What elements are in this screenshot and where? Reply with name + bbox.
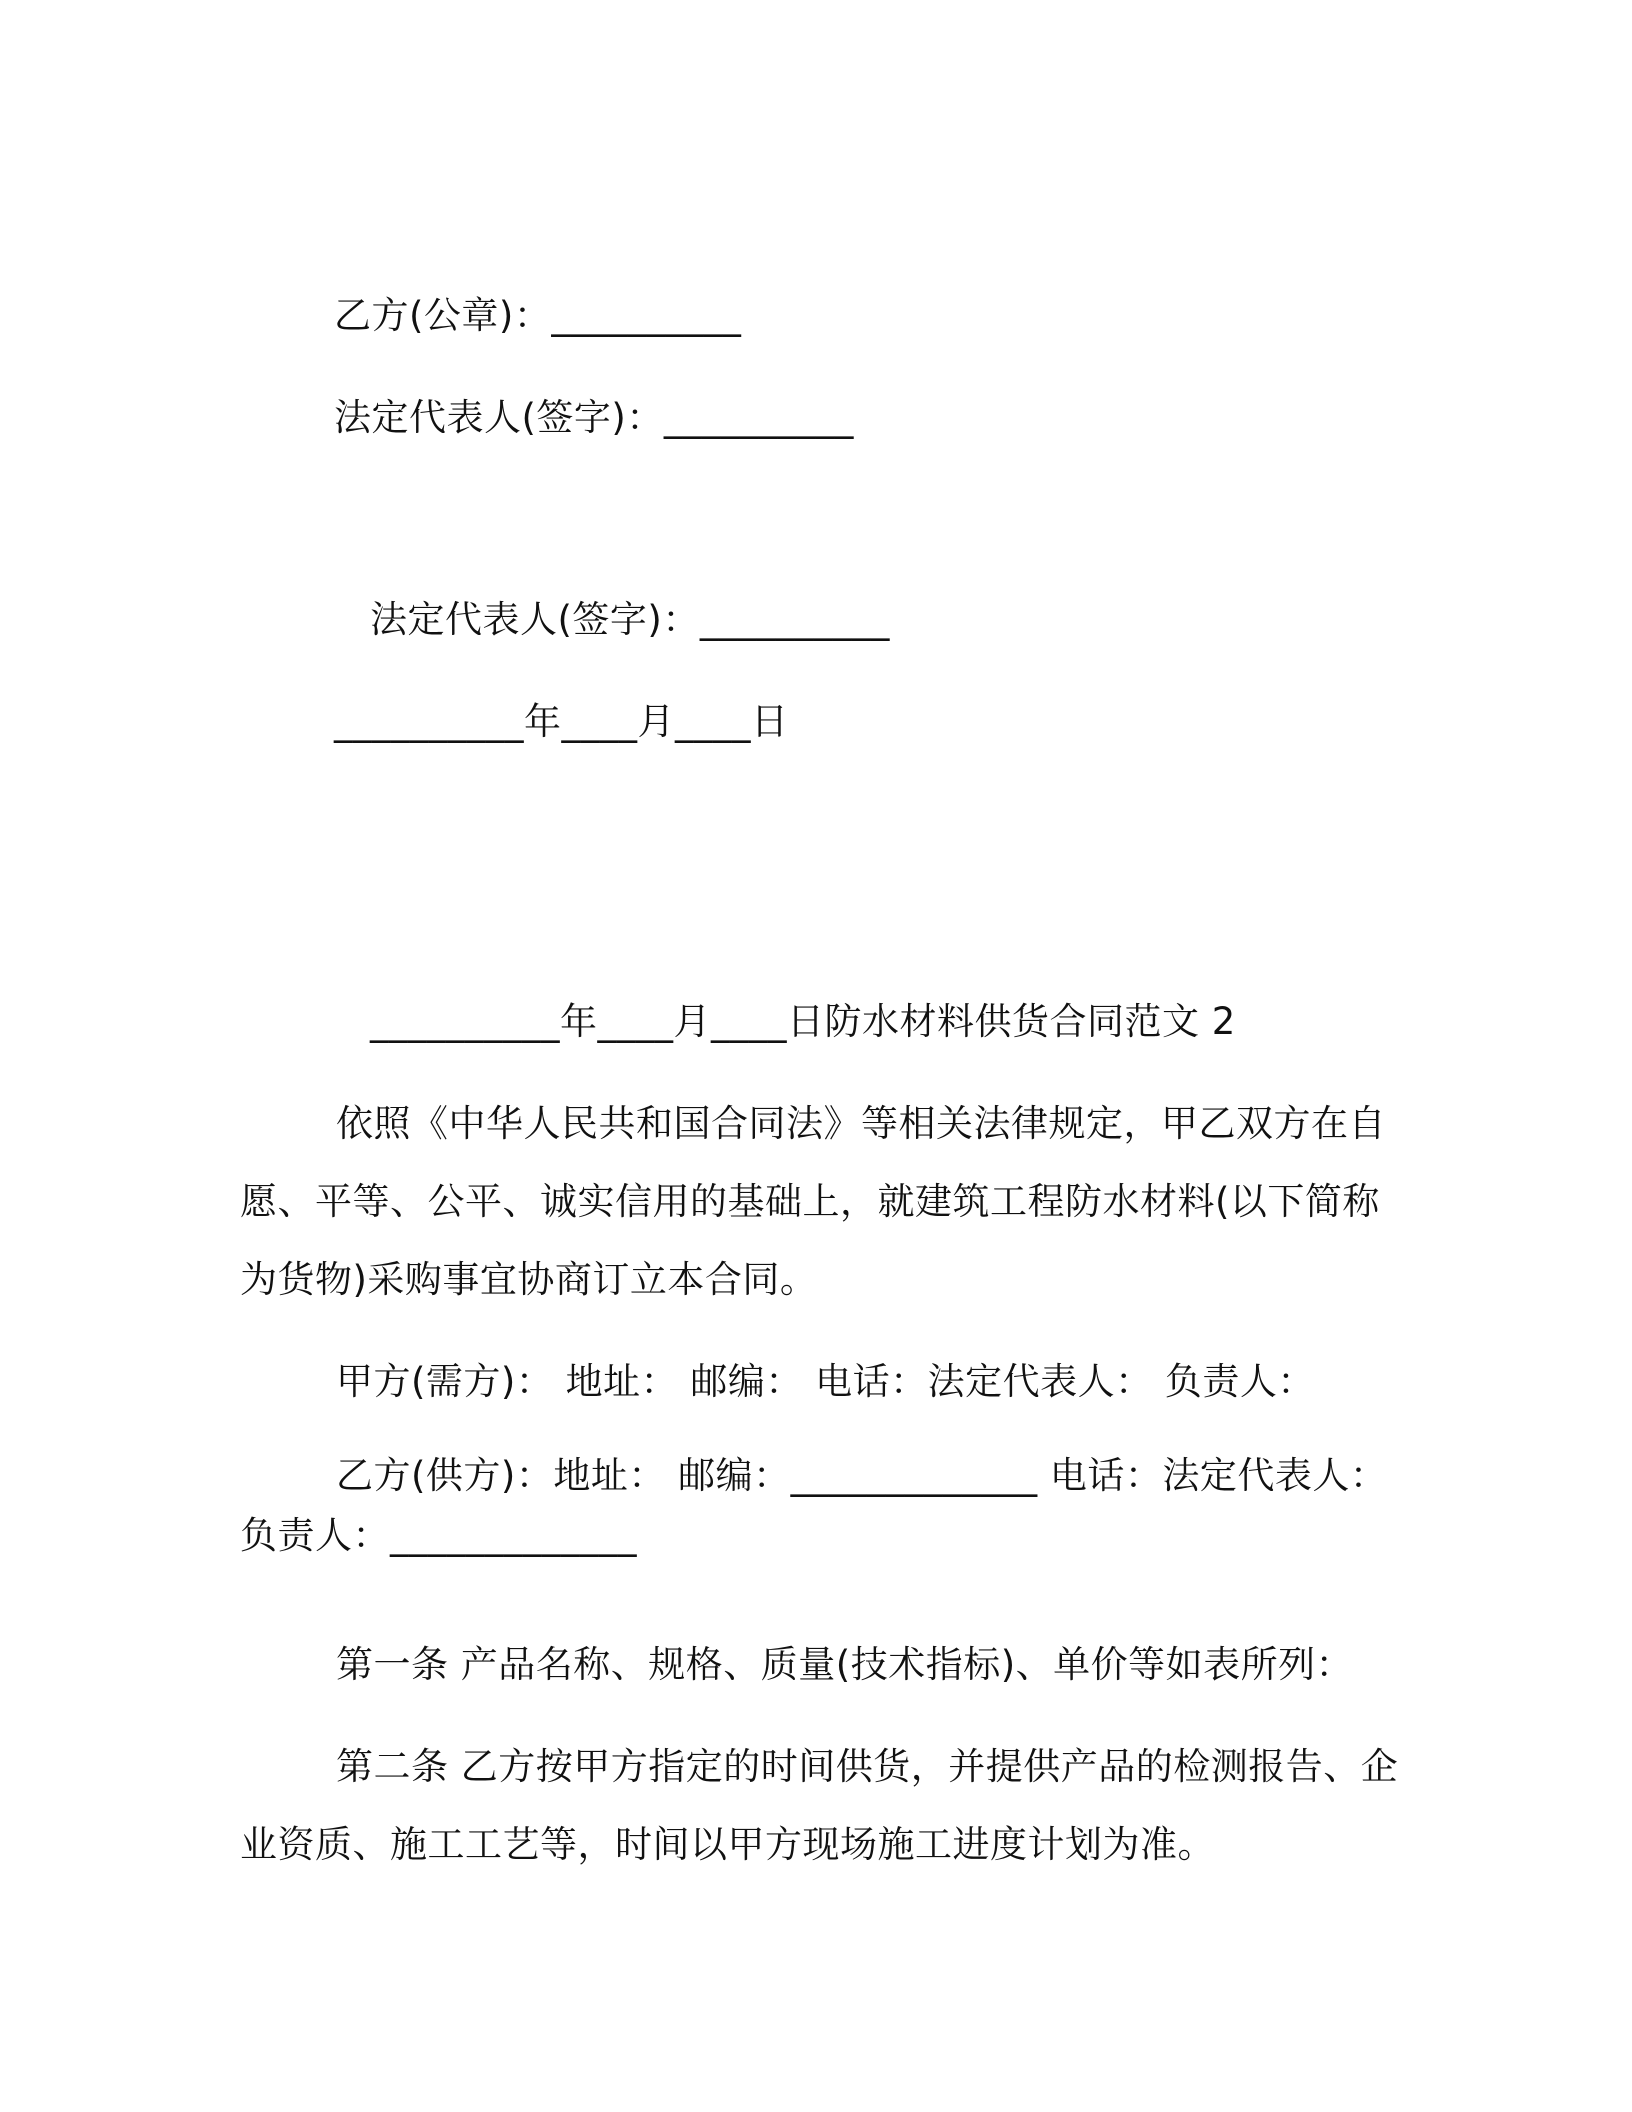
party-b-seal-line: 乙方(公章)：__________ <box>334 294 742 337</box>
article-1: 第一条 产品名称、规格、质量(技术指标)、单价等如表所列： <box>336 1643 1354 1686</box>
contract-title: __________年____月____日防水材料供货合同范文 2 <box>370 1000 1236 1043</box>
article-2: 第二条 乙方按甲方指定的时间供货，并提供产品的检测报告、企业资质、施工工艺等，时间以甲方现场施工进度计划为准。 <box>240 1745 1399 1866</box>
legal-rep-signature-line: 法定代表人(签字)：__________ <box>334 396 854 439</box>
intro-paragraph: 依照《中华人民共和国合同法》等相关法律规定，甲乙双方在自愿、平等、公平、诚实信用的基础上，就建筑工程防水材料(以下简称为货物)采购事宜协商订立本合同。 <box>240 1102 1386 1301</box>
party-b-info: 乙方(供方)：地址： 邮编：_____________ 电话：法定代表人：负责人：_____________ <box>240 1454 1388 1557</box>
party-a-info: 甲方(需方)： 地址： 邮编： 电话：法定代表人： 负责人： <box>336 1360 1315 1403</box>
legal-rep-signature-line-2: 法定代表人(签字)：__________ <box>370 598 890 641</box>
signature-date-line: __________年____月____日 <box>334 700 789 743</box>
